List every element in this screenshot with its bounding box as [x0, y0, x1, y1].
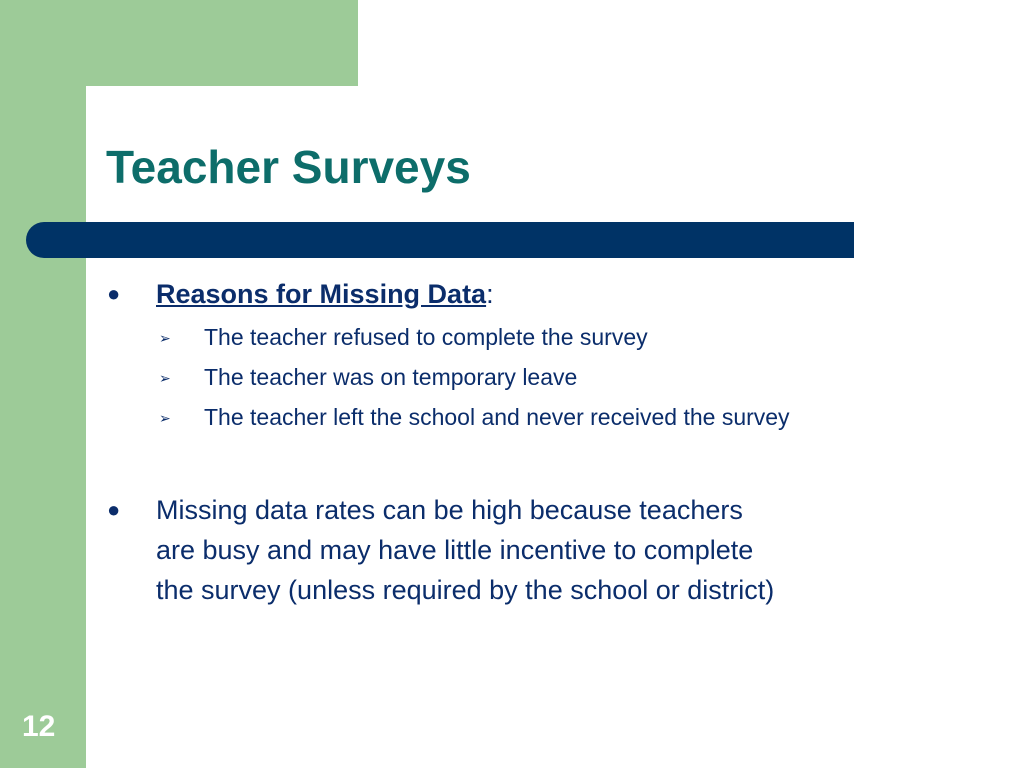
bullet-heading-suffix: :	[486, 279, 494, 309]
paragraph-line: the survey (unless required by the school or district)	[156, 575, 775, 605]
sub-item: The teacher was on temporary leave	[204, 364, 578, 390]
title-rule-bar	[26, 222, 854, 258]
sub-item: The teacher refused to complete the survey	[204, 324, 648, 350]
page-number: 12	[22, 710, 56, 743]
bullet-icon: ●	[107, 281, 121, 306]
bullet-heading	[156, 280, 494, 308]
bullet-heading-text: Reasons for Missing Data	[156, 279, 487, 309]
sub-item: The teacher left the school and never received the survey	[204, 404, 790, 430]
paragraph-line: Missing data rates can be high because teachers	[156, 495, 743, 525]
bullet-paragraph	[156, 490, 956, 610]
arrow-bullet-icon: ➢	[159, 370, 171, 386]
arrow-bullet-icon: ➢	[159, 410, 171, 426]
slide-title: Teacher Surveys	[106, 141, 471, 193]
green-left-band	[0, 0, 86, 768]
bullet-icon: ●	[107, 497, 121, 522]
paragraph-line: are busy and may have little incentive to complete	[156, 535, 754, 565]
arrow-bullet-icon: ➢	[159, 330, 171, 346]
green-top-band	[0, 0, 358, 86]
